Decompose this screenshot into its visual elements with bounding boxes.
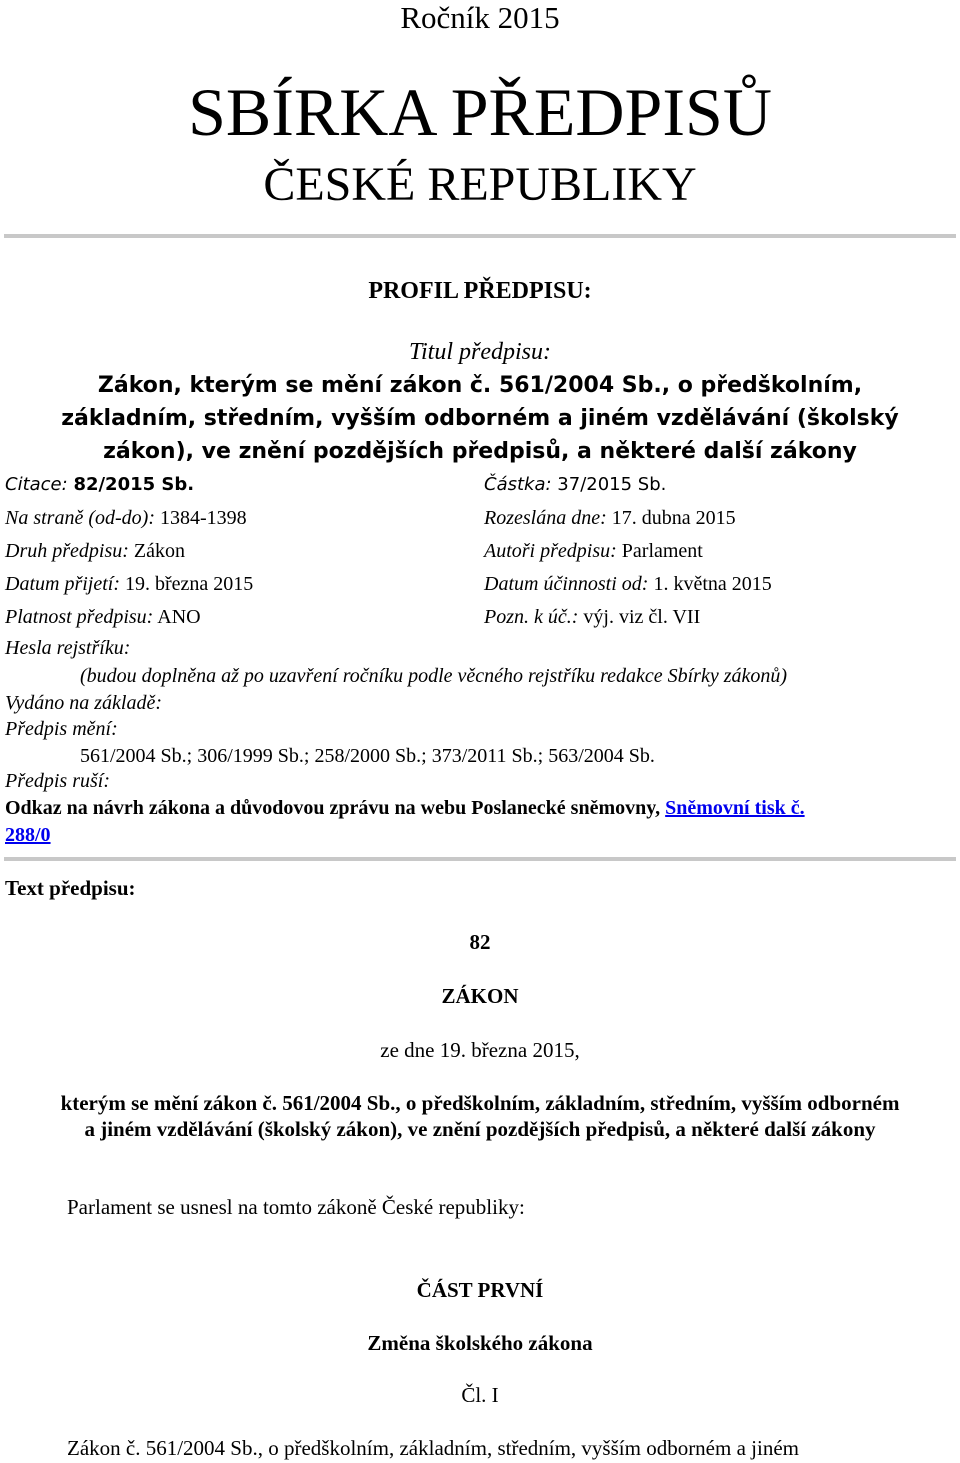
effective-date-label: Datum účinnosti od: <box>484 573 649 595</box>
repeals-label: Předpis ruší: <box>5 770 110 792</box>
authors-label: Autoři předpisu: <box>484 540 617 562</box>
regulation-type <box>5 540 185 563</box>
regulation-type-value: Zákon <box>133 540 185 562</box>
law-number: 82 <box>469 930 491 954</box>
citation-value: 82/2015 Sb. <box>73 474 195 495</box>
collection-title: SBÍRKA PŘEDPISŮ <box>188 74 772 150</box>
distributed-label: Rozeslána dne: <box>484 507 607 529</box>
effect-note-value: výj. viz čl. VII <box>583 606 701 628</box>
proposal-link-text: Odkaz na návrh zákona a důvodovou zprávu na webu Poslanecké sněmovny, <box>5 797 666 819</box>
validity-value: ANO <box>157 606 201 628</box>
keywords-label: Hesla rejstříku: <box>5 637 131 659</box>
profile-heading: PROFIL PŘEDPISU: <box>368 278 592 304</box>
authors <box>484 540 703 563</box>
part-heading: ČÁST PRVNÍ <box>416 1278 544 1302</box>
distributed <box>484 507 736 530</box>
adoption-date-label: Datum přijetí: <box>5 573 120 595</box>
citation <box>5 474 194 495</box>
authors-value: Parlament <box>621 540 703 562</box>
validity-label: Platnost předpisu: <box>5 606 154 628</box>
pages-label: Na straně (od-do): <box>5 507 155 529</box>
volume-year: Ročník 2015 <box>400 0 560 35</box>
chamber-print-number-link[interactable]: 288/0 <box>5 824 51 846</box>
title-line-3: zákon), ve znění pozdějších předpisů, a některé další zákony <box>103 439 857 464</box>
law-subject-line-1: kterým se mění zákon č. 561/2004 Sb., o předškolním, základním, středním, vyšším odborném <box>60 1091 900 1115</box>
citation-label: Citace: <box>5 474 68 495</box>
header-divider <box>4 234 956 238</box>
part-info <box>484 474 666 495</box>
proposal-link-line-2 <box>5 824 51 847</box>
text-label: Text předpisu: <box>5 876 136 900</box>
keywords-value: (budou doplněna až po uzavření ročníku podle věcného rejstříku redakce Sbírky zákonů) <box>80 665 788 687</box>
preamble: Parlament se usnesl na tomto zákoně České republiky: <box>67 1195 525 1219</box>
part-label: Částka: <box>484 474 552 495</box>
issued-on-basis-label: Vydáno na základě: <box>5 692 163 714</box>
effective-date <box>484 573 772 596</box>
proposal-link-line <box>5 797 805 820</box>
law-subject-line-2: a jiném vzdělávání (školský zákon), ve znění pozdějších předpisů, a některé další zákony <box>84 1117 876 1141</box>
article-heading: Čl. I <box>461 1383 499 1407</box>
amends-label: Předpis mění: <box>5 718 118 740</box>
distributed-value: 17. dubna 2015 <box>611 507 736 529</box>
adoption-date <box>5 573 253 596</box>
body-text: Zákon č. 561/2004 Sb., o předškolním, základním, středním, vyšším odborném a jiném <box>67 1436 799 1460</box>
title-line-1: Zákon, kterým se mění zákon č. 561/2004 Sb., o předškolním, <box>97 373 863 398</box>
adoption-date-value: 19. března 2015 <box>125 573 254 595</box>
regulation-type-label: Druh předpisu: <box>5 540 129 562</box>
title-line-2: základním, středním, vyšším odborném a jiném vzdělávání (školský <box>61 406 899 431</box>
profile-divider <box>4 857 956 861</box>
part-title: Změna školského zákona <box>367 1331 593 1355</box>
part-value: 37/2015 Sb. <box>557 474 667 495</box>
amends-value: 561/2004 Sb.; 306/1999 Sb.; 258/2000 Sb.; 373/2011 Sb.; 563/2004 Sb. <box>80 745 655 767</box>
effective-date-value: 1. května 2015 <box>653 573 772 595</box>
effect-note-label: Pozn. k úč.: <box>484 606 579 628</box>
chamber-print-link[interactable]: Sněmovní tisk č. <box>665 797 805 819</box>
title-label: Titul předpisu: <box>408 339 552 365</box>
collection-subtitle: ČESKÉ REPUBLIKY <box>263 158 697 211</box>
validity <box>5 606 201 629</box>
pages-value: 1384-1398 <box>159 507 247 529</box>
law-date: ze dne 19. března 2015, <box>380 1038 580 1062</box>
pages <box>5 507 247 530</box>
effect-note <box>484 606 700 629</box>
law-type: ZÁKON <box>441 984 519 1008</box>
